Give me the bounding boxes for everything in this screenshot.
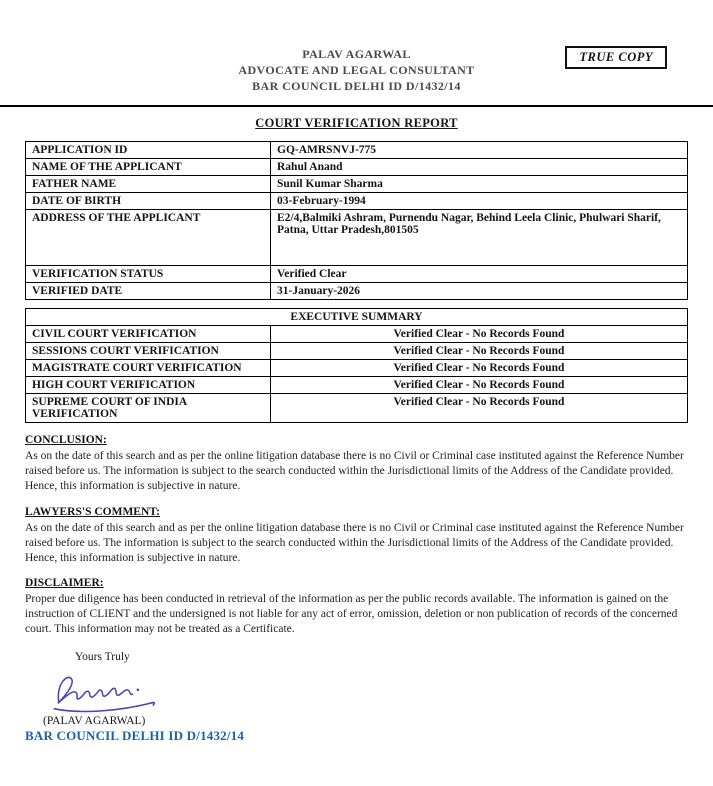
detail-label: APPLICATION ID [26, 142, 271, 159]
summary-value: Verified Clear - No Records Found [271, 394, 688, 423]
conclusion-body: As on the date of this search and as per the online litigation database there is no Civil or Criminal case instituted against the Reference Number raised before us. The information is subject to the search conducted within the Jurisdictional limits of the Address of the Candidate provided. Hence, this information is subjective in nature. [25, 450, 684, 493]
summary-label: SESSIONS COURT VERIFICATION [26, 343, 271, 360]
disclaimer-body: Proper due diligence has been conducted in retrieval of the information as per the public records available. The information is gained on the instruction of CLIENT and the undersigned is not liable for any act of error, omission, deletion or non publication of records of the concerned court. This information may not be treated as a Certificate. [25, 593, 678, 636]
advocate-bar-id: BAR COUNCIL DELHI ID D/1432/14 [252, 79, 461, 93]
header-divider [0, 105, 713, 107]
summary-label: SUPREME COURT OF INDIA VERIFICATION [26, 394, 271, 423]
table-row [26, 343, 688, 360]
true-copy-label: TRUE COPY [579, 50, 653, 64]
table-row [26, 159, 688, 176]
table-row [26, 193, 688, 210]
summary-value: Verified Clear - No Records Found [271, 360, 688, 377]
detail-label: NAME OF THE APPLICANT [26, 159, 271, 176]
lawyers-comment-section [25, 506, 688, 567]
table-row [26, 210, 688, 266]
detail-label: FATHER NAME [26, 176, 271, 193]
summary-value: Verified Clear - No Records Found [271, 343, 688, 360]
table-row [26, 176, 688, 193]
detail-label: ADDRESS OF THE APPLICANT [26, 210, 271, 266]
executive-summary-title: EXECUTIVE SUMMARY [26, 309, 688, 326]
table-row [26, 283, 688, 300]
signature-image [41, 667, 688, 717]
lawyers-comment-body: As on the date of this search and as per the online litigation database there is no Civil or Criminal case instituted against the Reference Number raised before us. The information is subject to the search conducted within the Jurisdictional limits of the Address of the Candidate provided. Hence, this information is subjective in nature. [25, 521, 684, 564]
detail-value: Sunil Kumar Sharma [271, 176, 688, 193]
signature-scribble-icon [41, 667, 191, 717]
detail-value: 31-January-2026 [271, 283, 688, 300]
conclusion-heading: CONCLUSION: [25, 434, 107, 446]
table-row [26, 360, 688, 377]
summary-label: HIGH COURT VERIFICATION [26, 377, 271, 394]
disclaimer-section [25, 577, 688, 638]
detail-label: DATE OF BIRTH [26, 193, 271, 210]
true-copy-stamp [565, 46, 667, 69]
table-row [26, 142, 688, 159]
detail-value: Verified Clear [271, 266, 688, 283]
advocate-name: PALAV AGARWAL [302, 47, 411, 61]
table-row [26, 326, 688, 343]
table-row [26, 377, 688, 394]
conclusion-section [25, 434, 688, 495]
bar-council-id-line: BAR COUNCIL DELHI ID D/1432/14 [25, 727, 245, 743]
detail-label: VERIFICATION STATUS [26, 266, 271, 283]
summary-value: Verified Clear - No Records Found [271, 326, 688, 343]
table-row [26, 266, 688, 283]
signatory-name: (PALAV AGARWAL) [43, 714, 146, 727]
detail-label: VERIFIED DATE [26, 283, 271, 300]
applicant-details-table [25, 141, 688, 300]
advocate-title: ADVOCATE AND LEGAL CONSULTANT [238, 63, 475, 77]
report-title: COURT VERIFICATION REPORT [255, 116, 458, 130]
detail-value: 03-February-1994 [271, 193, 688, 210]
disclaimer-heading: DISCLAIMER: [25, 577, 104, 590]
detail-value: GQ-AMRSNVJ-775 [271, 142, 688, 159]
detail-value: Rahul Anand [271, 159, 688, 176]
summary-label: MAGISTRATE COURT VERIFICATION [26, 360, 271, 377]
detail-value: E2/4,Balmiki Ashram, Purnendu Nagar, Behind Leela Clinic, Phulwari Sharif, Patna, Uttar Pradesh,801505 [271, 210, 688, 266]
lawyers-comment-heading: LAWYERS'S COMMENT: [25, 505, 160, 518]
summary-value: Verified Clear - No Records Found [271, 377, 688, 394]
salutation: Yours Truly [75, 650, 130, 663]
executive-summary-table [25, 308, 688, 423]
table-row [26, 309, 688, 326]
table-row [26, 394, 688, 423]
summary-label: CIVIL COURT VERIFICATION [26, 326, 271, 343]
